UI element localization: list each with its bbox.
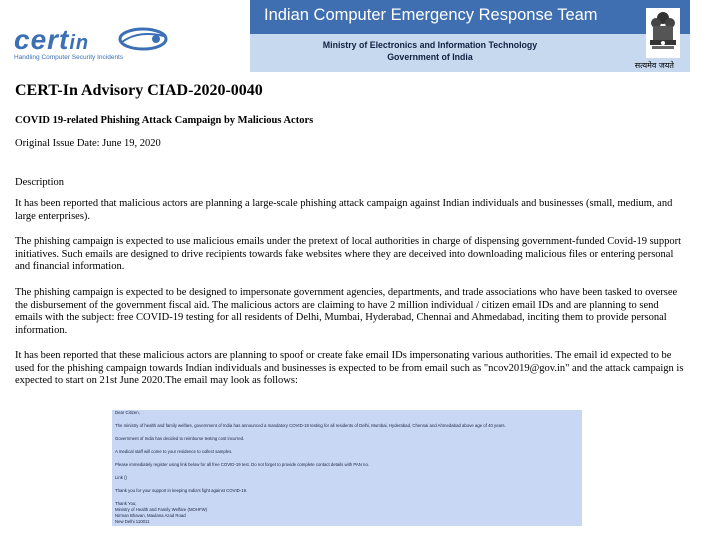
email-signature: Nirman Bhavan, Maulana Azad Road — [115, 513, 186, 518]
banner-title-bar — [250, 0, 690, 34]
paragraph-3: The phishing campaign is expected to be designed to impersonate government agencies, departments, and trade associations who have been tasked to oversee the disbursement of the government fiscal aid. The malicious actors are claiming to have 2 million individual / citizen email IDs and are planning to send emails with the subject: free COVID-19 testing for all residents of Delhi, Mumbai, Hyderabad, Chennai and Ahmedabad, inciting them to provide personal information. — [15, 287, 678, 336]
paragraph-1: It has been reported that malicious actors are planning a large-scale phishing attack campaign against Indian individuals and businesses (small, medium, and large enterprises). — [15, 198, 673, 222]
banner-title: Indian Computer Emergency Response Team — [264, 6, 598, 24]
email-line: Dear Citizen, — [115, 410, 140, 415]
email-signoff: Thank You; — [115, 501, 137, 506]
advisory-title: CERT-In Advisory CIAD-2020-0040 — [15, 82, 263, 99]
issue-date: Original Issue Date: June 19, 2020 — [15, 138, 161, 149]
logo-wordmark: certin — [14, 24, 90, 55]
advisory-content — [15, 82, 685, 386]
site-header — [0, 0, 690, 72]
email-signature: New Delhi 110011 — [115, 519, 150, 524]
ministry-name: Ministry of Electronics and Information Technology — [322, 40, 538, 50]
email-line: Government of India has decided to reimburse testing cost incurred. — [115, 436, 245, 441]
phishing-email-sample — [112, 410, 582, 526]
government-name: Government of India — [387, 52, 473, 62]
description-label: Description — [15, 177, 64, 188]
logo-swoosh-icon — [118, 26, 168, 52]
email-line: A medical staff will come to your residence to collect samples. — [115, 449, 233, 454]
email-line: Please immediately register using link below for all free COVID-19 test. Do not forget to provide complete contact details with PAN no. — [115, 462, 370, 467]
email-line: The ministry of health and family welfare, government of India has announced a mandatory COVID-19 testing for all residents of Delhi, Mumbai, Hyderabad, Chennai and Ahmedabad above age of 40 years. — [115, 423, 506, 428]
certin-logo[interactable] — [0, 0, 250, 72]
header-banner — [250, 0, 690, 72]
emblem-motto: सत्यमेव जयते — [634, 61, 674, 70]
logo-tagline: Handling Computer Security Incidents — [14, 54, 124, 61]
national-emblem-icon — [646, 8, 680, 58]
advisory-subtitle: COVID 19-related Phishing Attack Campaign by Malicious Actors — [15, 115, 314, 126]
email-signature: Ministry of Health and Family Welfare (MOHFW) — [115, 507, 208, 512]
paragraph-2: The phishing campaign is expected to use malicious emails under the pretext of local authorities in charge of dispensing government-funded Covid-19 support initiatives. Such emails are designed to drive recipients towards fake websites where they are deceived into downloading malicious files or entering personal and financial information. — [15, 236, 682, 272]
paragraph-4: It has been reported that these malicious actors are planning to spoof or create fake email IDs impersonating various authorities. The email id expected to be used for the phishing campaign towards Indian individuals and businesses is expected to be from email such as "ncov2019@gov.in" and the attack campaign is expected to start on 21st June 2020.The email may look as follows: — [15, 350, 684, 386]
email-link: Link () — [115, 475, 127, 480]
email-line: Thank you for your support in keeping India's fight against COVID-19. — [115, 488, 248, 493]
